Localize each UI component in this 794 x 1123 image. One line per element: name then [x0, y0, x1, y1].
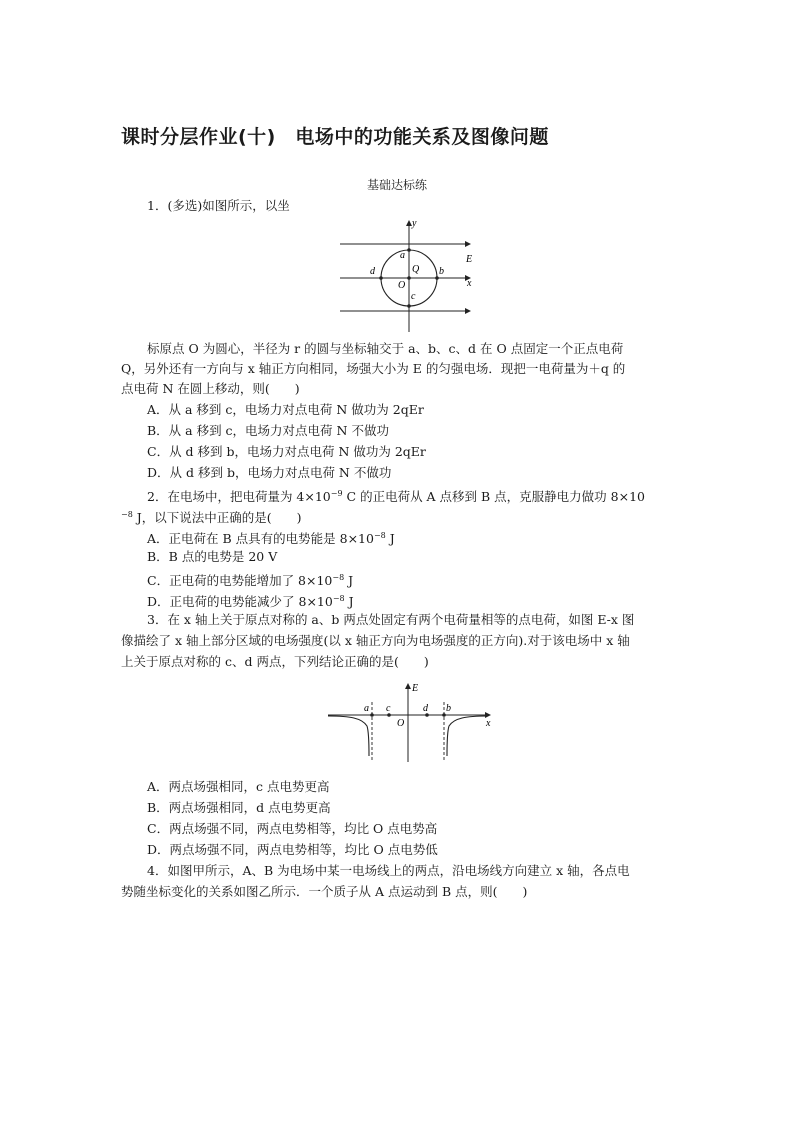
q3-line1: 3．在 x 轴上关于原点对称的 a、b 两点处固定有两个电荷量相等的点电荷，如图 E-x 图: [147, 612, 635, 627]
q3-option-c: C．两点场强不同，两点电势相等，均比 O 点电势高: [147, 821, 438, 836]
label-c: c: [411, 291, 416, 302]
label-d: d: [370, 266, 375, 277]
label-b: b: [439, 266, 444, 277]
q1-option-c: C．从 d 移到 b，电场力对点电荷 N 做功为 2qEr: [147, 444, 426, 459]
point-c: [407, 304, 411, 308]
q1-intro: 1．(多选)如图所示，以坐: [147, 198, 290, 213]
point-a: [407, 248, 411, 252]
q2-option-a: [147, 526, 395, 549]
q2-option-a-exp: −8: [373, 531, 386, 540]
q2-exp1: −9: [330, 489, 343, 498]
section-heading: 基础达标练: [366, 178, 427, 192]
q4-line2: 势随坐标变化的关系如图乙所示．一个质子从 A 点运动到 B 点，则( ): [121, 884, 528, 899]
point-d: [379, 276, 383, 280]
q2-option-a-unit: J: [385, 531, 395, 546]
q2-option-d-exp: −8: [332, 594, 345, 603]
curve-right: [447, 716, 488, 756]
q3-option-a: A．两点场强相同，c 点电势更高: [147, 779, 330, 794]
ex-point-a: [370, 713, 374, 717]
ex-label-d: d: [423, 703, 428, 714]
ex-label-c: c: [386, 703, 391, 714]
q1-figure: [340, 216, 480, 332]
q2-option-d-unit: J: [344, 594, 354, 609]
label-y: y: [412, 218, 417, 229]
q2-option-c-text: C．正电荷的电势能增加了 8×10: [147, 573, 333, 588]
label-a: a: [400, 250, 405, 261]
q2-exp2: −8: [121, 510, 133, 519]
q1-option-d: D．从 d 移到 b，电场力对点电荷 N 不做功: [147, 465, 392, 480]
label-Q: Q: [412, 264, 420, 275]
ex-label-O: O: [397, 718, 405, 729]
q3-line3: 上关于原点对称的 c、d 两点，下列结论正确的是( ): [121, 654, 429, 669]
q2-line1-part1: 2．在电场中，把电荷量为 4×10: [147, 489, 331, 504]
q2-line1-part2: C 的正电荷从 A 点移到 B 点，克服静电力做功 8×10: [342, 489, 645, 504]
q4-line1: 4．如图甲所示，A、B 为电场中某一电场线上的两点，沿电场线方向建立 x 轴，各点电: [147, 863, 630, 878]
page-title: 课时分层作业(十) 电场中的功能关系及图像问题: [121, 126, 549, 148]
q2-option-a-text: A．正电荷在 B 点具有的电势能是 8×10: [147, 531, 374, 546]
ex-label-a: a: [364, 703, 369, 714]
ex-label-E: E: [412, 683, 419, 694]
label-O: O: [398, 280, 406, 291]
q2-option-d: [147, 589, 354, 612]
q1-option-b: B．从 a 移到 c，电场力对点电荷 N 不做功: [147, 423, 389, 438]
label-x: x: [467, 278, 472, 289]
q2-line2: [121, 505, 302, 528]
point-O: [407, 276, 411, 280]
q1-line1: 标原点 O 为圆心，半径为 r 的圆与坐标轴交于 a、b、c、d 在 O 点固定一个正点电荷: [147, 341, 624, 356]
q1-option-a: A．从 a 移到 c，电场力对点电荷 N 做功为 2qEr: [147, 402, 424, 417]
q3-line2: 像描绘了 x 轴上部分区域的电场强度(以 x 轴正方向为电场强度的正方向).对于该电场中 x 轴: [121, 633, 630, 648]
q2-line2-text: J，以下说法中正确的是( ): [132, 510, 302, 525]
label-E: E: [466, 254, 473, 265]
q2-option-c-unit: J: [344, 573, 354, 588]
q1-line2: Q，另外还有一方向与 x 轴正方向相同，场强大小为 E 的匀强电场．现把一电荷量为＋q 的: [121, 361, 626, 376]
ex-label-x: x: [486, 718, 491, 729]
q2-option-c: [147, 568, 353, 591]
ex-label-b: b: [446, 703, 451, 714]
q1-line3: 点电荷 N 在圆上移动，则( ): [121, 381, 300, 396]
q2-line1: [147, 484, 645, 507]
q3-option-b: B．两点场强相同，d 点电势更高: [147, 800, 331, 815]
curve-left: [328, 716, 369, 756]
q2-option-c-exp: −8: [332, 573, 345, 582]
q2-option-b: B．B 点的电势是 20 V: [147, 549, 278, 564]
q2-option-d-text: D．正电荷的电势能减少了 8×10: [147, 594, 333, 609]
q3-figure: [326, 680, 496, 764]
q3-option-d: D．两点场强不同，两点电势相等，均比 O 点电势低: [147, 842, 438, 857]
